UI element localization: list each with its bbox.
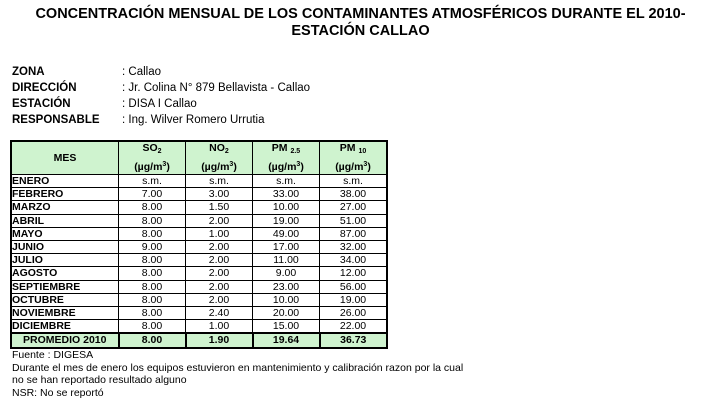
cell-pm10: 12.00 [320, 267, 388, 280]
cell-pm10: 22.00 [320, 320, 388, 334]
cell-no2: 2.00 [186, 254, 253, 267]
cell-no2: 2.00 [186, 267, 253, 280]
cell-so2: 8.00 [119, 267, 186, 280]
header-pm10-base: PM [339, 142, 356, 154]
cell-pm25: 17.00 [253, 240, 320, 253]
cell-no2: 2.40 [186, 306, 253, 319]
promedio-pm10: 36.73 [320, 333, 388, 348]
info-value: : Ing. Wilver Romero Urrutia [122, 114, 265, 126]
table-row [11, 227, 387, 240]
unit-sup: 3 [363, 161, 368, 168]
cell-pm25: 20.00 [253, 306, 320, 319]
unit-sup: 3 [162, 161, 167, 168]
cell-pm10: 51.00 [320, 214, 388, 227]
table-header-row [11, 141, 387, 175]
footnote-nota-1: Durante el mes de enero los equipos estuvieron en mantenimiento y calibración razon por la cual [12, 361, 464, 374]
table-row [11, 214, 387, 227]
info-row-zona [12, 64, 310, 80]
cell-no2: 1.50 [186, 201, 253, 214]
cell-so2: s.m. [119, 175, 186, 188]
header-no2 [186, 141, 253, 175]
unit-post: ) [166, 161, 170, 173]
unit-post: ) [300, 161, 304, 173]
cell-pm25: s.m. [253, 175, 320, 188]
table-row [11, 188, 387, 201]
info-label: ESTACIÓN [12, 98, 71, 110]
cell-mes: OCTUBRE [11, 293, 119, 306]
cell-no2: 2.00 [186, 214, 253, 227]
table-row [11, 175, 387, 188]
table-row [11, 240, 387, 253]
pollutant-table [10, 140, 388, 349]
unit-post: ) [233, 161, 237, 173]
header-no2-sub: 2 [224, 148, 229, 155]
footnote-nota-2: no se han reportado resultado alguno [12, 374, 187, 386]
cell-so2: 8.00 [119, 280, 186, 293]
info-row-estacion [12, 96, 310, 112]
header-pm25-base: PM [271, 142, 288, 154]
cell-pm10: 27.00 [320, 201, 388, 214]
header-so2 [119, 141, 186, 175]
cell-so2: 8.00 [119, 227, 186, 240]
cell-pm10: 34.00 [320, 254, 388, 267]
cell-mes: ENERO [11, 175, 119, 188]
cell-so2: 7.00 [119, 188, 186, 201]
cell-so2: 8.00 [119, 201, 186, 214]
table-row [11, 320, 387, 334]
cell-mes: MAYO [11, 227, 119, 240]
cell-pm10: 19.00 [320, 293, 388, 306]
info-label: ZONA [12, 66, 45, 78]
unit-pre: (µg/m [201, 161, 230, 173]
cell-pm25: 33.00 [253, 188, 320, 201]
header-so2-base: SO [142, 142, 158, 154]
cell-no2: s.m. [186, 175, 253, 188]
header-mes: MES [11, 141, 119, 175]
unit-pre: (µg/m [335, 161, 364, 173]
promedio-row [11, 333, 387, 348]
cell-mes: SEPTIEMBRE [11, 280, 119, 293]
footnote-nsr: NSR: No se reportó [12, 386, 104, 399]
cell-pm25: 11.00 [253, 254, 320, 267]
header-pm10-sub: 10 [358, 148, 367, 155]
cell-no2: 2.00 [186, 280, 253, 293]
title-line-1: CONCENTRACIÓN MENSUAL DE LOS CONTAMINANTES ATMOSFÉRICOS DURANTE EL 2010- [35, 6, 686, 22]
cell-mes: JULIO [11, 254, 119, 267]
info-value: : DISA I Callao [122, 98, 197, 110]
cell-so2: 8.00 [119, 214, 186, 227]
footnote-fuente: Fuente : DIGESA [12, 349, 94, 361]
cell-pm25: 10.00 [253, 201, 320, 214]
footnotes [12, 349, 463, 399]
cell-so2: 8.00 [119, 254, 186, 267]
page-title [0, 6, 721, 40]
table-row [11, 267, 387, 280]
cell-so2: 8.00 [119, 306, 186, 319]
cell-pm10: 32.00 [320, 240, 388, 253]
cell-so2: 9.00 [119, 240, 186, 253]
cell-no2: 2.00 [186, 293, 253, 306]
cell-mes: MARZO [11, 201, 119, 214]
cell-pm10: 38.00 [320, 188, 388, 201]
unit-sup: 3 [296, 161, 301, 168]
info-value: : Jr. Colina N° 879 Bellavista - Callao [122, 82, 311, 94]
info-label: RESPONSABLE [12, 114, 100, 126]
unit-post: ) [367, 161, 371, 173]
table-row [11, 306, 387, 319]
cell-so2: 8.00 [119, 320, 186, 334]
cell-mes: AGOSTO [11, 267, 119, 280]
unit-pre: (µg/m [134, 161, 163, 173]
header-no2-base: NO [209, 142, 225, 154]
header-pm10 [320, 141, 388, 175]
cell-so2: 8.00 [119, 293, 186, 306]
unit-sup: 3 [229, 161, 234, 168]
header-so2-sub: 2 [157, 148, 162, 155]
cell-pm10: 26.00 [320, 306, 388, 319]
cell-pm25: 9.00 [253, 267, 320, 280]
cell-pm10: 56.00 [320, 280, 388, 293]
station-info [12, 64, 310, 128]
cell-mes: NOVIEMBRE [11, 306, 119, 319]
cell-no2: 1.00 [186, 320, 253, 334]
table-row [11, 293, 387, 306]
cell-pm10: 87.00 [320, 227, 388, 240]
cell-pm25: 19.00 [253, 214, 320, 227]
cell-no2: 2.00 [186, 240, 253, 253]
unit-pre: (µg/m [268, 161, 297, 173]
cell-mes: DICIEMBRE [11, 320, 119, 334]
promedio-label: PROMEDIO 2010 [11, 333, 119, 348]
cell-no2: 3.00 [186, 188, 253, 201]
cell-pm25: 15.00 [253, 320, 320, 334]
promedio-no2: 1.90 [186, 333, 253, 348]
promedio-pm25: 19.64 [253, 333, 320, 348]
info-row-direccion [12, 80, 310, 96]
cell-mes: FEBRERO [11, 188, 119, 201]
info-value: : Callao [122, 66, 161, 78]
table-row [11, 254, 387, 267]
header-pm25 [253, 141, 320, 175]
cell-pm25: 23.00 [253, 280, 320, 293]
cell-mes: ABRIL [11, 214, 119, 227]
cell-pm25: 49.00 [253, 227, 320, 240]
cell-no2: 1.00 [186, 227, 253, 240]
cell-pm10: s.m. [320, 175, 388, 188]
table-row [11, 201, 387, 214]
table-row [11, 280, 387, 293]
info-label: DIRECCIÓN [12, 82, 77, 94]
header-pm25-sub: 2.5 [290, 148, 301, 155]
info-row-responsable [12, 112, 310, 128]
promedio-so2: 8.00 [119, 333, 186, 348]
title-line-2: ESTACIÓN CALLAO [291, 23, 430, 39]
cell-mes: JUNIO [11, 240, 119, 253]
cell-pm25: 10.00 [253, 293, 320, 306]
